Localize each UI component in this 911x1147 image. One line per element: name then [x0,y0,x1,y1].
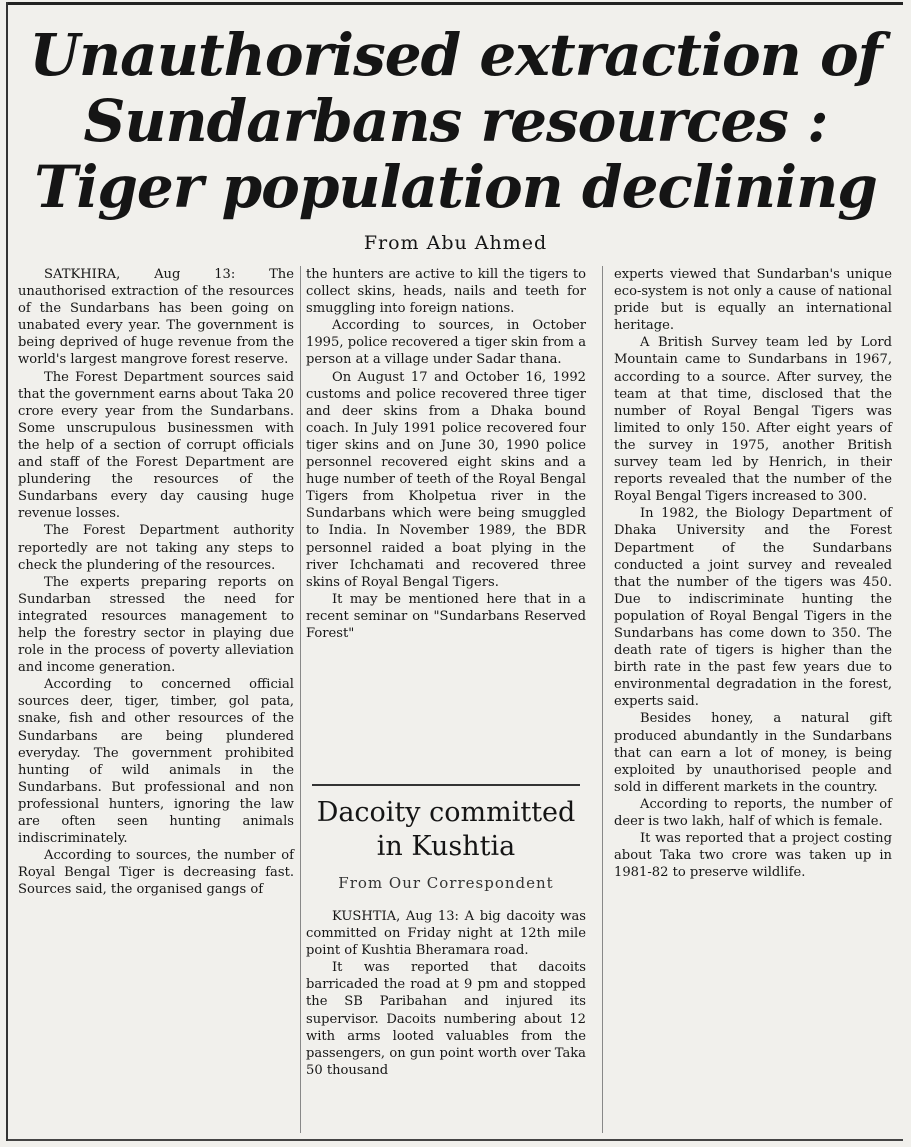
column-divider [300,266,301,1133]
headline-line: Unauthorised extraction of [29,21,882,89]
story-separator [312,784,580,786]
column-divider [602,266,603,1133]
paragraph: According to reports, the number of deer is two lakh, half of which is female. [614,796,892,829]
left-rule [6,2,8,1141]
paragraph: On August 17 and October 16, 1992 customs and police recovered three tiger and deer skins from a Dhaka bound coach. In July 1991 police recovered four tiger skins and on June 30, 1990 police personnel recovered eight skins and a huge number of teeth of the Royal Bengal Tigers from Kholpetua river in the Sundarbans which were being smuggled to India. In November 1989, the BDR personnel raided a boat plying in the river Ichchamati and recovered three skins of Royal Bengal Tigers. [306,369,586,590]
sidebar-headline-line: Dacoity committed [316,797,576,828]
column-3 [614,266,892,881]
paragraph: It was reported that a project costing about Taka two crore was taken up in 1981-82 to preserve wildlife. [614,831,892,881]
paragraph: According to sources, the number of Royal Bengal Tiger is decreasing fast. Sources said, the organised gangs of [18,848,294,898]
paragraph: The experts preparing reports on Sundarban stressed the need for integrated resources management to help the forestry sector in playing due role in the process of poverty alleviation and income generation. [18,574,294,676]
paragraph: SATKHIRA, Aug 13: The unauthorised extraction of the resources of the Sundarbans has been going on unabated every year. The government is being deprived of huge revenue from the world's largest mangrove forest reserve. [18,267,294,368]
sidebar-byline: From Our Correspondent [338,874,554,892]
paragraph: Besides honey, a natural gift produced abundantly in the Sundarbans that can earn a lot of money, is being exploited by unauthorised people and sold in different markets in the country. [614,711,892,795]
column-1 [18,266,294,898]
paragraph: According to sources, in October 1995, police recovered a tiger skin from a person at a village under Sadar thana. [306,318,586,368]
top-rule [8,2,903,5]
sidebar-body [306,908,586,1079]
paragraph: the hunters are active to kill the tigers to collect skins, heads, nails and teeth for smuggling into foreign nations. [306,267,586,317]
paragraph: A British Survey team led by Lord Mountain came to Sundarbans in 1967, according to a source. After survey, the team at that time, disclosed that the number of Royal Bengal Tigers was limited to only 150. After eight years of the survey in 1975, another British survey team led by Henrich, in their reports revealed that the number of the Royal Bengal Tigers increased to 300. [614,335,892,505]
paragraph: experts viewed that Sundarban's unique eco-system is not only a cause of national pride but is equally an international heritage. [614,267,892,334]
sidebar-headline-line: in Kushtia [376,831,516,862]
sidebar-headline [306,796,586,864]
paragraph: The Forest Department sources said that the government earns about Taka 20 crore every year from the Sundarbans. Some unscrupulous businessmen with the help of a section of corrupt officials and staff of the Forest Department are plundering the resources of the Sundarbans every day causing huge revenue losses. [18,369,294,522]
paragraph: According to concerned official sources deer, tiger, timber, gol pata, snake, fish and other resources of the Sundarbans are being plundered everyday. The government prohibited hunting of wild animals in the Sundarbans. But professional and non professional hunters, ignoring the law are often seen hunting animals indiscriminately. [18,677,294,847]
byline: From Abu Ahmed [363,232,548,254]
headline-line: Sundarbans resources : [83,87,828,155]
bottom-rule [8,1139,903,1141]
column-2 [306,266,586,642]
paragraph: KUSHTIA, Aug 13: A big dacoity was committed on Friday night at 12th mile point of Kushtia Bheramara road. [306,909,586,959]
headline-line: Tiger population declining [34,153,877,221]
paragraph: It was reported that dacoits barricaded the road at 9 pm and stopped the SB Paribahan and injured its supervisor. Dacoits numbering about 12 with arms looted valuables from the passengers, on gun point worth over Taka 50 thousand [306,960,586,1078]
headline [14,22,897,220]
paragraph: In 1982, the Biology Department of Dhaka University and the Forest Department of the Sundarbans conducted a joint survey and revealed that the number of the tigers was 450. Due to indiscriminate hunting the population of Royal Bengal Tigers in the Sundarbans has come down to 350. The death rate of tigers is higher than the birth rate in the past few years due to environmental degradation in the forest, experts said. [614,506,892,710]
paragraph: It may be mentioned here that in a recent seminar on "Sundarbans Reserved Forest" [306,591,586,641]
paragraph: The Forest Department authority reportedly are not taking any steps to check the plundering of the resources. [18,523,294,573]
